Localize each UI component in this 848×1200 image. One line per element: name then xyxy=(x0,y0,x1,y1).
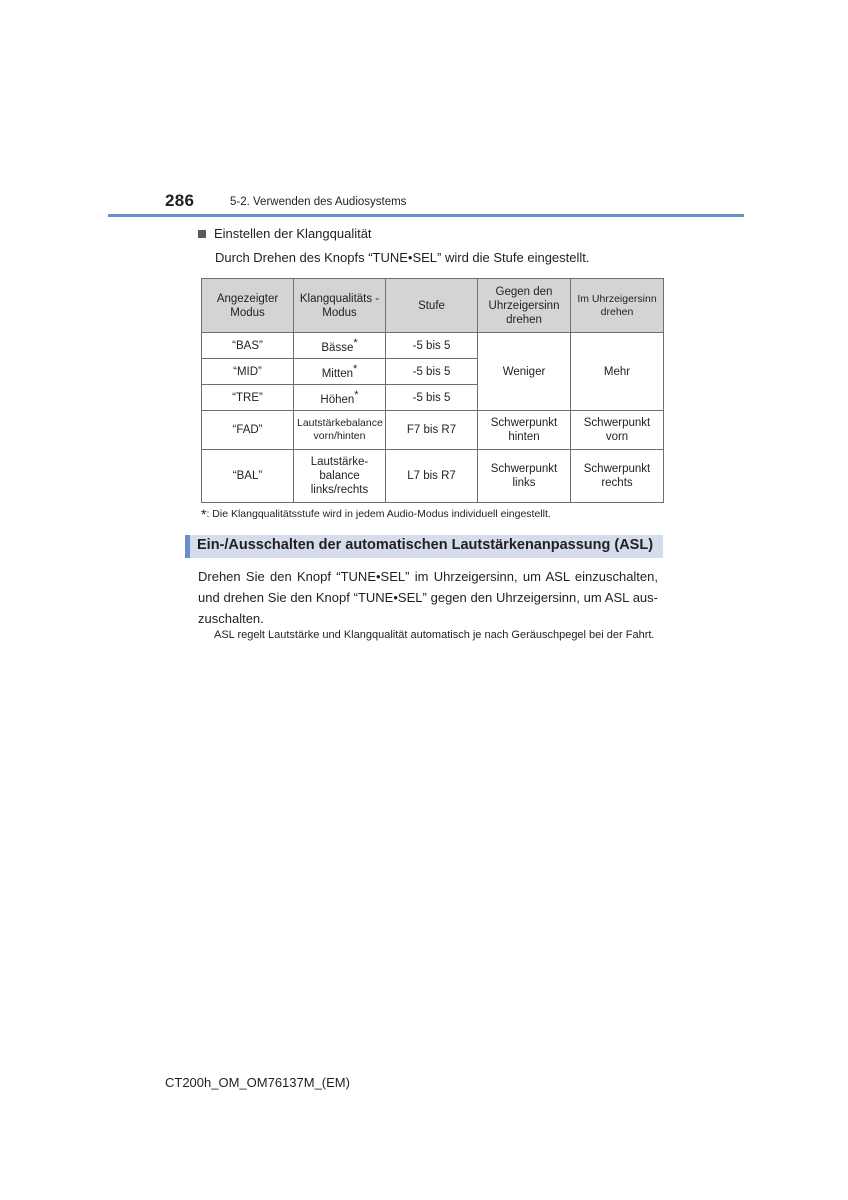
ccw-cell: Schwerpunkt hinten xyxy=(478,411,571,450)
quality-cell: Mitten* xyxy=(294,359,386,385)
quality-cell: Lautstärke-balance links/rechts xyxy=(294,450,386,503)
asl-note-text: ASL regelt Lautstärke und Klangqualität automatisch je nach Geräuschpegel bei der Fahrt. xyxy=(214,629,655,641)
level-cell: L7 bis R7 xyxy=(386,450,478,503)
heading-accent-edge xyxy=(185,535,190,558)
mode-cell: “MID” xyxy=(202,359,294,385)
table-header-row xyxy=(202,279,664,333)
table-footnote xyxy=(201,506,551,522)
asterisk-marker: * xyxy=(354,389,359,402)
mode-cell: “FAD” xyxy=(202,411,294,450)
ccw-merged-cell: Weniger xyxy=(478,333,571,411)
quality-cell: Höhen* xyxy=(294,385,386,411)
asl-body-text: Drehen Sie den Knopf “TUNE•SEL” im Uhrzeigersinn, um ASL einzuschalten, und drehen Sie den Knopf “TUNE•SEL” gegen den Uhrzeigersinn, um ASL aus-zuschalten. xyxy=(198,569,658,626)
footnote-marker: * xyxy=(201,506,207,522)
footer-code: CT200h_OM_OM76137M_(EM) xyxy=(165,1075,350,1090)
table-row xyxy=(202,411,664,450)
cw-cell: Schwerpunkt rechts xyxy=(571,450,664,503)
subsection-heading xyxy=(198,226,372,241)
header-quality-mode: Klangqualitäts -Modus xyxy=(294,279,386,333)
header-clockwise: Im Uhrzeigersinn drehen xyxy=(571,279,664,333)
cw-merged-cell: Mehr xyxy=(571,333,664,411)
level-cell: -5 bis 5 xyxy=(386,333,478,359)
header-rule xyxy=(108,214,744,217)
page-number: 286 xyxy=(165,191,195,210)
quality-cell: Bässe* xyxy=(294,333,386,359)
level-cell: -5 bis 5 xyxy=(386,385,478,411)
cw-cell: Schwerpunkt vorn xyxy=(571,411,664,450)
mode-cell: “BAS” xyxy=(202,333,294,359)
mode-cell: “BAL” xyxy=(202,450,294,503)
table-row xyxy=(202,333,664,359)
asl-heading: Ein-/Ausschalten der automatischen Lautstärkenanpassung (ASL) xyxy=(197,537,654,553)
asterisk-marker: * xyxy=(353,337,358,350)
mode-cell: “TRE” xyxy=(202,385,294,411)
square-bullet-icon xyxy=(198,230,206,238)
ccw-cell: Schwerpunkt links xyxy=(478,450,571,503)
sound-quality-table xyxy=(201,278,664,503)
asl-heading-bar xyxy=(185,535,663,558)
header-displayed-mode: Angezeigter Modus xyxy=(202,279,294,333)
subsection-title: Einstellen der Klangqualität xyxy=(214,226,372,241)
level-cell: F7 bis R7 xyxy=(386,411,478,450)
table-row xyxy=(202,450,664,503)
header-level: Stufe xyxy=(386,279,478,333)
asterisk-marker: * xyxy=(353,363,358,376)
section-label: 5-2. Verwenden des Audiosystems xyxy=(230,196,407,208)
level-cell: -5 bis 5 xyxy=(386,359,478,385)
quality-cell: Lautstärkebalance vorn/hinten xyxy=(294,411,386,450)
intro-text: Durch Drehen des Knopfs “TUNE•SEL” wird die Stufe eingestellt. xyxy=(215,250,590,265)
footnote-text: : Die Klangqualitätsstufe wird in jedem Audio-Modus individuell eingestellt. xyxy=(206,508,551,520)
header-counterclockwise: Gegen den Uhrzeigersinn drehen xyxy=(478,279,571,333)
